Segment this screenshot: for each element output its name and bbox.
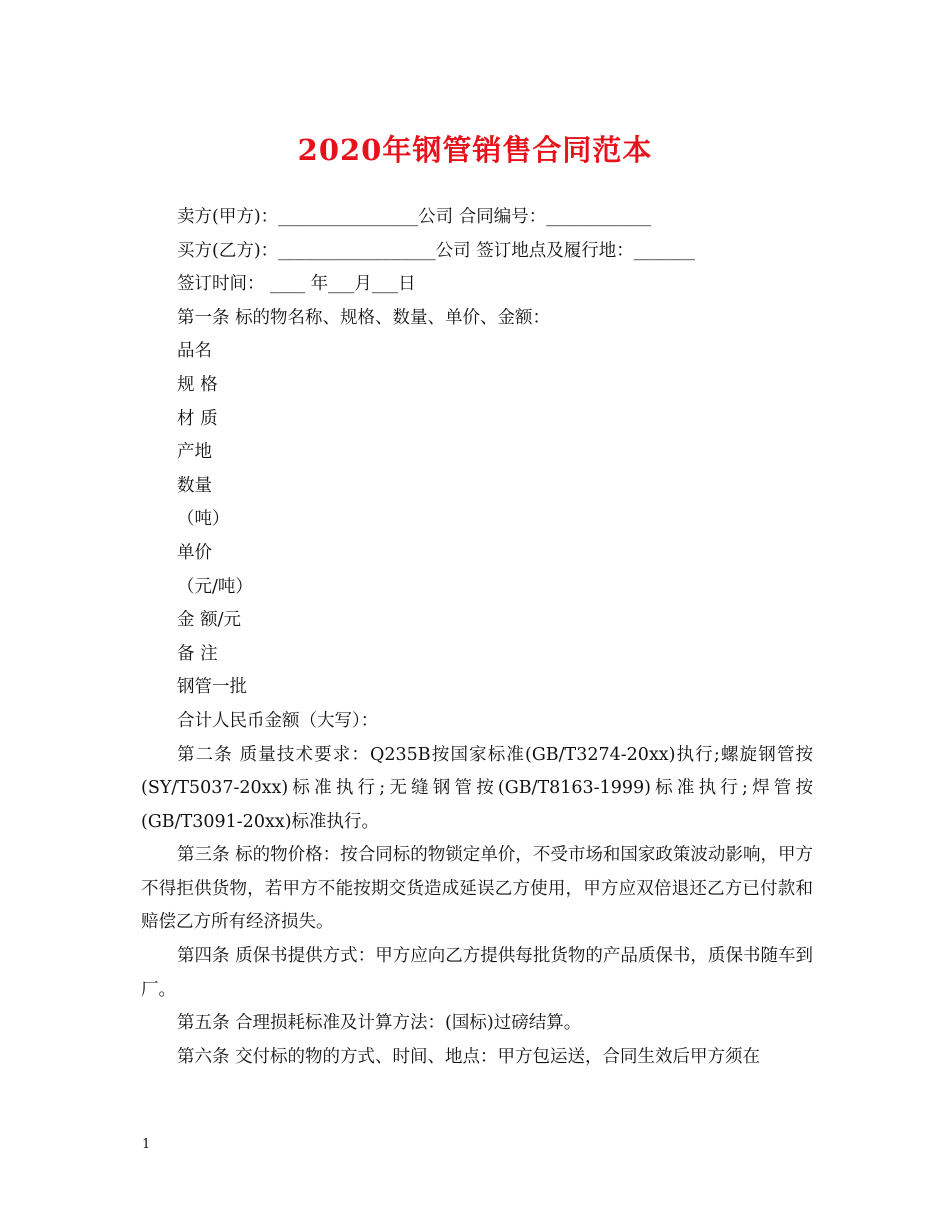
field-remarks: 备 注 <box>177 643 218 664</box>
field-quantity-unit: （吨） <box>177 509 230 530</box>
total-amount-line: 合计人民币金额（大写）： <box>177 710 379 731</box>
field-specification: 规 格 <box>177 374 218 395</box>
signing-date-line: 签订时间： ____ 年___月___日 <box>177 274 416 295</box>
field-origin: 产地 <box>177 442 212 463</box>
article-3-paragraph: 第三条 标的物价格：按合同标的物锁定单价，不受市场和国家政策波动影响，甲方不得拒供货物，若甲方不能按期交货造成延误乙方使用，甲方应双倍退还乙方已付款和赔偿乙方所有经济损失。 <box>141 845 813 933</box>
document-body <box>141 201 813 1074</box>
buyer-line: 买方(乙方)：__________________公司 签订地点及履行地：_______ <box>177 240 695 261</box>
field-material: 材 质 <box>177 408 218 429</box>
field-unit-price-unit: （元/吨） <box>177 576 253 597</box>
field-unit-price: 单价 <box>177 542 212 563</box>
article-2-paragraph: 第二条 质量技术要求：Q235B按国家标准(GB/T3274-20xx)执行;螺旋钢管按(SY/T5037-20xx)标准执行;无缝钢管按(GB/T8163-1999)标准执行;焊管按(GB/T3091-20xx)标准执行。 <box>141 744 813 832</box>
field-item-value: 钢管一批 <box>177 677 247 698</box>
article-6-paragraph: 第六条 交付标的物的方式、时间、地点：甲方包运送，合同生效后甲方须在 <box>177 1046 761 1067</box>
article-4-paragraph: 第四条 质保书提供方式：甲方应向乙方提供每批货物的产品质保书，质保书随车到厂。 <box>141 946 813 1000</box>
page-number: 1 <box>142 1137 151 1152</box>
field-product-name: 品名 <box>177 341 212 362</box>
article-1-heading: 第一条 标的物名称、规格、数量、单价、金额： <box>177 307 551 328</box>
field-quantity: 数量 <box>177 475 212 496</box>
field-amount: 金 额/元 <box>177 610 241 631</box>
article-5-paragraph: 第五条 合理损耗标准及计算方法：(国标)过磅结算。 <box>177 1013 582 1034</box>
document-title: 2020年钢管销售合同范本 <box>297 133 653 167</box>
seller-line: 卖方(甲方)：________________公司 合同编号：____________ <box>177 207 652 227</box>
